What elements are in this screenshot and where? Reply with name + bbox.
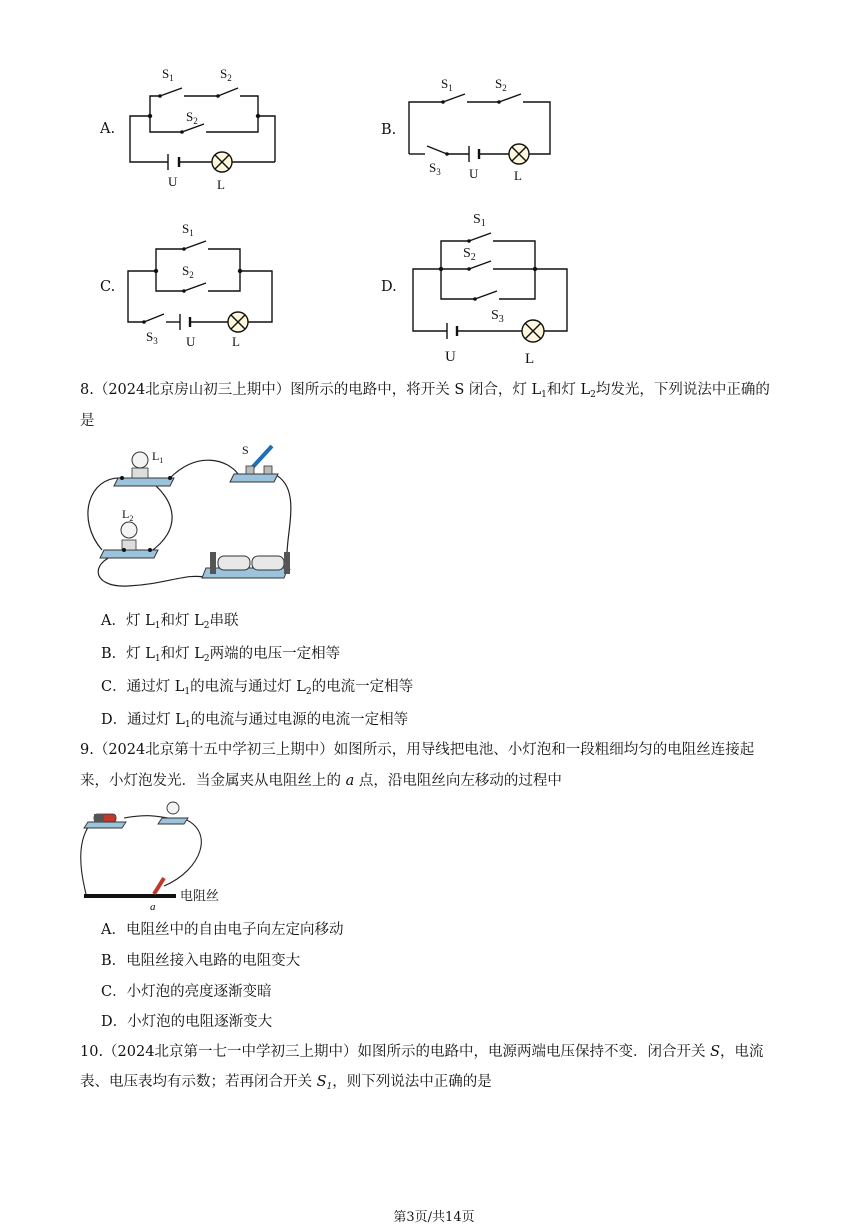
q8-option-d[interactable]: D．通过灯 $L_1$的电流与通过电源的电流一定相等 bbox=[101, 712, 409, 730]
svg-text:S1: $S_1$ bbox=[441, 76, 453, 93]
svg-text:S3: $S_3$ bbox=[491, 308, 504, 325]
svg-text:S2: $S_2$ bbox=[220, 66, 232, 83]
q8-option-c[interactable]: C．通过灯 $L_1$的电流与通过灯 $L_2$的电流一定相等 bbox=[101, 679, 414, 697]
q7-option-d bbox=[381, 205, 581, 367]
q9-option-a[interactable]: A．电阻丝中的自由电子向左定向移动 bbox=[101, 922, 344, 938]
svg-text:S1: $S_1$ bbox=[162, 66, 174, 83]
svg-text:S2: $S_2$ bbox=[463, 246, 476, 263]
label-u: U bbox=[168, 174, 178, 189]
q8-stem-line-1: 8.（2024北京房山初三上期中）图所示的电路中，将开关 S 闭合，灯 $L_1$和灯 $L_2$均发光，下列说法中正确的 bbox=[80, 382, 770, 400]
svg-text:L: L bbox=[514, 168, 522, 183]
svg-text:S2: $S_2$ bbox=[186, 109, 198, 126]
option-letter: A. bbox=[100, 121, 116, 137]
svg-text:U: U bbox=[186, 334, 196, 349]
q7-option-a bbox=[100, 64, 290, 190]
q9-stem-line-1: 9.（2024北京第十五中学初三上期中）如图所示，用导线把电池、小灯泡和一段粗细均匀的电阻丝连接起 bbox=[80, 742, 755, 758]
label-l: L bbox=[217, 177, 225, 190]
q8-stem-line-2: 是 bbox=[80, 413, 95, 429]
q7-option-c bbox=[100, 215, 290, 353]
circuit-diagram-d bbox=[403, 205, 579, 367]
q9-resistance-wire-picture bbox=[76, 800, 236, 915]
svg-text:S3: $S_3$ bbox=[146, 329, 158, 346]
label-s1: S bbox=[162, 66, 170, 81]
q9-option-c[interactable]: C．小灯泡的亮度逐渐变暗 bbox=[101, 984, 272, 1000]
q10-stem-line-1: 10.（2024北京第一七一中学初三上期中）如图所示的电路中，电源两端电压保持不变．闭合开关 S，电流 bbox=[80, 1044, 764, 1060]
svg-text:S2: $S_2$ bbox=[182, 263, 194, 280]
svg-text:S3: $S_3$ bbox=[429, 160, 441, 177]
svg-text:L: L bbox=[525, 351, 535, 367]
circuit-diagram-b bbox=[403, 72, 563, 184]
q8-option-a[interactable]: A．灯 $L_1$和灯 $L_2$串联 bbox=[101, 613, 239, 631]
svg-text:S1: $S_1$ bbox=[473, 212, 486, 229]
svg-text:L2: $L_2$ bbox=[122, 507, 134, 523]
circuit-diagram-a bbox=[120, 64, 290, 190]
option-letter: B. bbox=[381, 122, 397, 138]
svg-text:L1: $L_1$ bbox=[152, 449, 164, 465]
svg-text:U: U bbox=[445, 349, 456, 365]
q9-option-b[interactable]: B．电阻丝接入电路的电阻变大 bbox=[101, 953, 301, 969]
q8-option-b[interactable]: B．灯 $L_1$和灯 $L_2$两端的电压一定相等 bbox=[101, 646, 341, 664]
option-letter: C. bbox=[100, 279, 116, 295]
q9-option-d[interactable]: D．小灯泡的电阻逐渐变大 bbox=[101, 1014, 273, 1030]
svg-text:S2: $S_2$ bbox=[495, 76, 507, 93]
page-number: 第3页/共14页 bbox=[393, 1210, 475, 1225]
svg-text:S: S bbox=[242, 443, 249, 457]
svg-text:a: a bbox=[150, 901, 156, 913]
q7-option-b bbox=[381, 72, 561, 184]
option-letter: D. bbox=[381, 279, 397, 295]
q9-stem-line-2: 来，小灯泡发光．当金属夹从电阻丝上的 a 点，沿电阻丝向左移动的过程中 bbox=[80, 773, 562, 789]
svg-text:U: U bbox=[469, 166, 479, 181]
circuit-diagram-c bbox=[122, 215, 282, 353]
q8-circuit-picture bbox=[78, 440, 308, 590]
svg-text:S1: $S_1$ bbox=[182, 221, 194, 238]
q10-stem-line-2: 表、电压表均有示数；若再闭合开关 $S_1$，则下列说法中正确的是 bbox=[80, 1074, 492, 1092]
svg-text:L: L bbox=[232, 334, 240, 349]
svg-text:电阻丝: 电阻丝 bbox=[180, 888, 220, 903]
